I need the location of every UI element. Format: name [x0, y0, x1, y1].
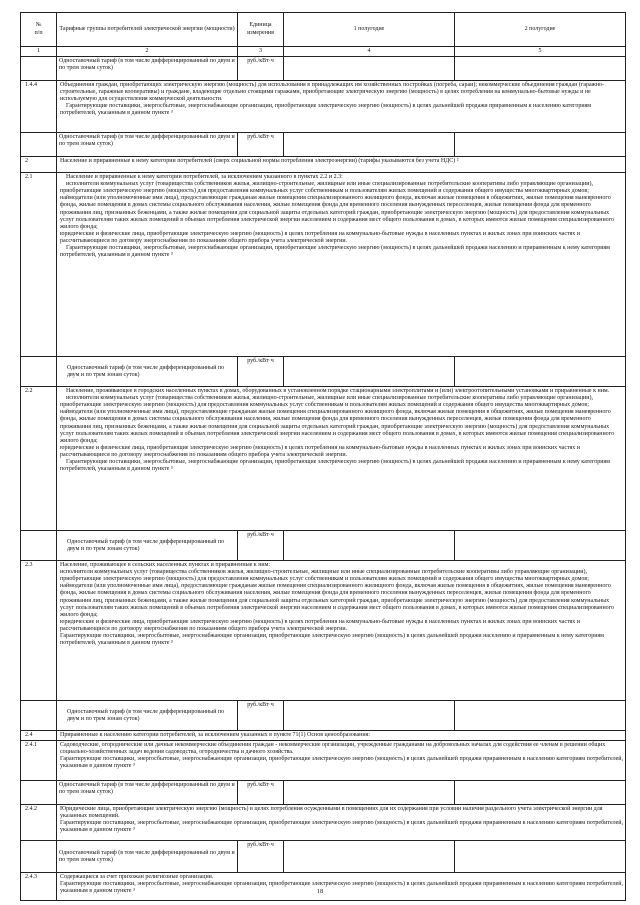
table-row	[21, 81, 626, 133]
category-text: исполнители коммунальных услуг (товарищества собственников жилья, жилищно-строительные, жилищные или иные специализированные потребительские кооперативы либо управляющие организации), приобретающие электрическую энергию (мощность) для предоставления коммунальных услуг собственникам и пользователям жилых помещений и содержания общего имущества многоквартирных домов; наймодатели (или уполномоченные ими лица), предоставляющие гражданам жилые помещения специализированного жилищного фонда, включая жилые помещения в общежитиях, жилые помещения маневренного фонда, жилые помещения в домах системы социального обслуживания населения, жилые помещения фонда для временного поселения вынужденных переселенцев, жилые помещения фонда для временного проживания лиц, признанных беженцами, а также жилые помещения для социальной защиты отдельных категорий граждан, приобретающие электрическую энергию (мощность) для предоставления коммунальных услуг пользователям таких жилых помещений в объемах потребления электрической энергии населением и содержания мест общего пользования в домах, в которых имеются жилые помещения специализированного жилого фонда;	[60, 569, 614, 618]
table-row	[21, 841, 626, 873]
row-number	[21, 57, 57, 81]
category-description	[57, 805, 626, 841]
tariff-label: Одноставочный тариф (в том числе дифференцированный по двум и по трем зонам суток)	[57, 133, 238, 157]
row-number: 2.4.1	[21, 741, 57, 781]
table-header-row	[21, 13, 626, 47]
value-h1	[284, 781, 455, 805]
value-h1	[284, 357, 455, 387]
index-cell: 3	[238, 47, 284, 57]
row-number: 2.4.3	[21, 873, 57, 901]
value-h2	[455, 781, 626, 805]
category-text: Объединения граждан, приобретающих электрическую энергию (мощность) для использования в принадлежащих им хозяйственных постройках (погреба, сараи); некоммерческие объединения граждан (гаражно-строительные, гаражные кооперативы) и граждане, владеющие отдельно стоящими гаражами, приобретающие электрическую энергию (мощность) в целях потребления на коммунально-бытовые нужды и не используемую для осуществления коммерческой деятельности.	[60, 82, 605, 103]
value-h2	[455, 701, 626, 731]
category-text: Гарантирующие поставщики, энергосбытовые, энергоснабжающие организации, приобретающие электрическую энергию (мощность) в целях дальнейшей продажи приравненным к населению категориям потребителей, указанным в данном пункте ³	[60, 881, 623, 895]
row-number: 2.4	[21, 731, 57, 741]
header-num: № п/п	[21, 13, 57, 47]
index-cell: 5	[455, 47, 626, 57]
tariff-table	[20, 12, 626, 901]
row-number: 2	[21, 157, 57, 173]
category-text: Население, проживающее в городских населенных пунктах в домах, оборудованных в установленном порядке стационарными электроплитами и (или) электроотопительными установками и приравненные к ним.	[66, 388, 610, 395]
row-number	[21, 357, 57, 387]
table-row	[21, 873, 626, 901]
tariff-label: Одноставочный тариф (в том числе дифференцированный по двум и по трем зонам суток)	[57, 357, 238, 387]
row-number: 2.2	[21, 387, 57, 531]
table-row	[21, 157, 626, 173]
category-text: исполнители коммунальных услуг (товарищества собственников жилья, жилищно-строительные, жилищные или иные специализированные потребительские кооперативы либо управляющие организации), приобретающие электрическую энергию (мощность) для предоставления коммунальных услуг собственникам и пользователям жилых помещений и содержания общего имущества многоквартирных домов; наймодатели (или уполномоченные ими лица), предоставляющие гражданам жилые помещения специализированного жилищного фонда, включая жилые помещения в общежитиях, жилые помещения маневренного фонда, жилые помещения в домах системы социального обслуживания населения, жилые помещения фонда для временного поселения вынужденных переселенцев, жилые помещения фонда для временного проживания лиц, признанных беженцами, а также жилые помещения для социальной защиты отдельных категорий граждан, приобретающие электрическую энергию (мощность) для предоставления коммунальных услуг пользователям таких жилых помещений в объемах потребления электрической энергии населением и содержания мест общего пользования в домах, в которых имеются жилые помещения специализированного жилого фонда;	[60, 181, 614, 230]
category-text: Население, проживающее в сельских населенных пунктах и приравненные к ним:	[60, 562, 271, 569]
row-number: 2.1	[21, 173, 57, 357]
category-text: Гарантирующие поставщики, энергосбытовые, энергоснабжающие организации, приобретающие электрическую энергию (мощность) в целях дальнейшей продажи приравненным к населению категориям потребителей, указанным в данном пункте ³	[60, 820, 623, 834]
category-text: Гарантирующие поставщики, энергосбытовые, энергоснабжающие организации, приобретающие электрическую энергию (мощность) в целях дальнейшей продажи населению и приравненным к нему категориям потребителей, указанным в данном пункте ³	[60, 245, 610, 259]
header-group: Тарифные группы потребителей электрической энергии (мощности)	[57, 13, 238, 47]
category-text: Юридические лица, приобретающие электрическую энергию (мощность) в целях потребления осужденными в помещениях для их содержания при условии наличия раздельного учета электрической энергии для указанных помещений.	[60, 806, 603, 820]
category-description	[57, 741, 626, 781]
table-row	[21, 173, 626, 357]
value-h2	[455, 357, 626, 387]
category-text: Гарантирующие поставщики, энергосбытовые, энергоснабжающие организации, приобретающие электрическую энергию (мощность) в целях дальнейшей продажи населению и приравненным к нему категориям потребителей, указанным в данном пункте ³	[60, 459, 610, 473]
category-text: юридические и физические лица, приобретающие электрическую энергию (мощность) в целях потребления на коммунально-бытовые нужды в населенных пунктах и жилых зонах при воинских частях и рассчитывающиеся по договору энергоснабжения по показаниям общего прибора учета электрической энергии.	[60, 618, 580, 632]
value-h1	[284, 531, 455, 561]
table-row	[21, 805, 626, 841]
value-h1	[284, 701, 455, 731]
row-number	[21, 701, 57, 731]
row-number: 2.3	[21, 561, 57, 701]
table-row	[21, 531, 626, 561]
tariff-document	[20, 12, 625, 901]
value-h2	[455, 57, 626, 81]
index-cell: 2	[57, 47, 238, 57]
unit-cell: руб./кВт·ч	[238, 781, 284, 805]
value-h1	[284, 841, 455, 873]
tariff-label: Одноставочный тариф (в том числе дифференцированный по двум и по трем зонам суток)	[57, 781, 238, 805]
unit-cell: руб./кВт·ч	[238, 701, 284, 731]
value-h1	[284, 133, 455, 157]
tariff-label: Одноставочный тариф (в том числе дифференцированный по двум и по трем зонам суток)	[57, 841, 238, 873]
unit-cell: руб./кВт·ч	[238, 841, 284, 873]
row-number: 2.4.2	[21, 805, 57, 841]
category-text: Гарантирующие поставщики, энергосбытовые, энергоснабжающие организации, приобретающие электрическую энергию (мощность) в целях дальнейшей продажи приравненным к населению категориям потребителей, указанным в данном пункте ³	[60, 756, 623, 770]
category-text: Гарантирующие поставщики, энергосбытовые, энергоснабжающие организации, приобретающие электрическую энергию (мощность) в целях дальнейшей продажи населению и приравненным к нему категориям потребителей, указанным в данном пункте ³	[60, 633, 604, 647]
index-row	[21, 47, 626, 57]
table-row	[21, 781, 626, 805]
category-description	[57, 173, 626, 357]
row-number	[21, 133, 57, 157]
category-description	[57, 873, 626, 901]
category-text: юридические и физические лица, приобретающие электрическую энергию (мощность) в целях потребления на коммунально-бытовые нужды в населенных пунктах и жилых зонах при воинских частях и рассчитывающиеся по договору энергоснабжения по показаниям общего прибора учета электрической энергии.	[60, 230, 580, 244]
row-number: 1.4.4	[21, 81, 57, 133]
unit-cell: руб./кВт·ч	[238, 57, 284, 81]
category-description	[57, 561, 626, 701]
table-row	[21, 387, 626, 531]
row-number	[21, 841, 57, 873]
value-h2	[455, 531, 626, 561]
table-row	[21, 731, 626, 741]
value-h2	[455, 133, 626, 157]
row-number	[21, 781, 57, 805]
table-row	[21, 133, 626, 157]
category-text: Садоводческие, огороднические или дачные некоммерческие объединения граждан - некоммерческие организации, учрежденные гражданами на добровольных началах для содействия ее членам в решении общих социально-хозяйственных задач ведения садоводства, огородничества и дачного хозяйства.	[60, 742, 606, 756]
category-text: Население и приравненные к нему категории потребителей, за исключением указанного в пунктах 2.2 и 2.3:	[66, 174, 343, 181]
table-row	[21, 741, 626, 781]
header-half2: 2 полугодие	[455, 13, 626, 47]
tariff-label: Одноставочный тариф (в том числе дифференцированный по двум и по трем зонам суток)	[57, 531, 238, 561]
index-cell: 1	[21, 47, 57, 57]
category-text: юридические и физические лица, приобретающие электрическую энергию (мощность) в целях потребления на коммунально-бытовые нужды в населенных пунктах и жилых зонах при воинских частях и рассчитывающиеся по договору энергоснабжения по показаниям общего прибора учета электрической энергии.	[60, 444, 580, 458]
value-h1	[284, 57, 455, 81]
category-text: Гарантирующие поставщики, энергосбытовые, энергоснабжающие организации, приобретающие электрическую энергию (мощность) в целях дальнейшей продажи приравненным к населению категориям потребителей, указанным в данном пункте ³	[60, 103, 592, 117]
header-half1: 1 полугодие	[284, 13, 455, 47]
category-description: Население и приравненные к нему категории потребителей (сверх социальной нормы потребления электроэнергии) (тарифы указываются без учета НДС) ²	[57, 157, 626, 173]
page-number: 18	[316, 888, 324, 895]
tariff-label: Одноставочный тариф (в том числе дифференцированный по двум и по трем зонам суток)	[57, 701, 238, 731]
table-row	[21, 357, 626, 387]
table-row	[21, 701, 626, 731]
table-row	[21, 57, 626, 81]
table-row	[21, 561, 626, 701]
category-text: Содержащиеся за счет прихожан религиозные организации.	[60, 874, 214, 881]
header-unit: Единица измерения	[238, 13, 284, 47]
category-description: Приравненные к населению категории потребителей, за исключением указанных в пункте 71(1) Основ ценообразования:	[57, 731, 626, 741]
category-description	[57, 81, 626, 133]
category-text: исполнители коммунальных услуг (товарищества собственников жилья, жилищно-строительные, жилищные или иные специализированные потребительские кооперативы либо управляющие организации), приобретающие электрическую энергию (мощность) для предоставления коммунальных услуг собственникам и пользователям жилых помещений и содержания общего имущества многоквартирных домов; наймодатели (или уполномоченные ими лица), предоставляющие гражданам жилые помещения специализированного жилищного фонда, включая жилые помещения в общежитиях, жилые помещения маневренного фонда, жилые помещения в домах системы социального обслуживания населения, жилые помещения фонда для временного поселения вынужденных переселенцев, жилые помещения фонда для временного проживания лиц, признанных беженцами, а также жилые помещения для социальной защиты отдельных категорий граждан, приобретающие электрическую энергию (мощность) для предоставления коммунальных услуг пользователям таких жилых помещений в объемах потребления электрической энергии населением и содержания мест общего пользования в домах, в которых имеются жилые помещения специализированного жилого фонда;	[60, 395, 614, 444]
category-description	[57, 387, 626, 531]
tariff-label: Одноставочный тариф (в том числе дифференцированный по двум и по трем зонам суток)	[57, 57, 238, 81]
index-cell: 4	[284, 47, 455, 57]
unit-cell: руб./кВт·ч	[238, 133, 284, 157]
unit-cell: руб./кВт·ч	[238, 531, 284, 561]
unit-cell: руб./кВт·ч	[238, 357, 284, 387]
value-h2	[455, 841, 626, 873]
row-number	[21, 531, 57, 561]
